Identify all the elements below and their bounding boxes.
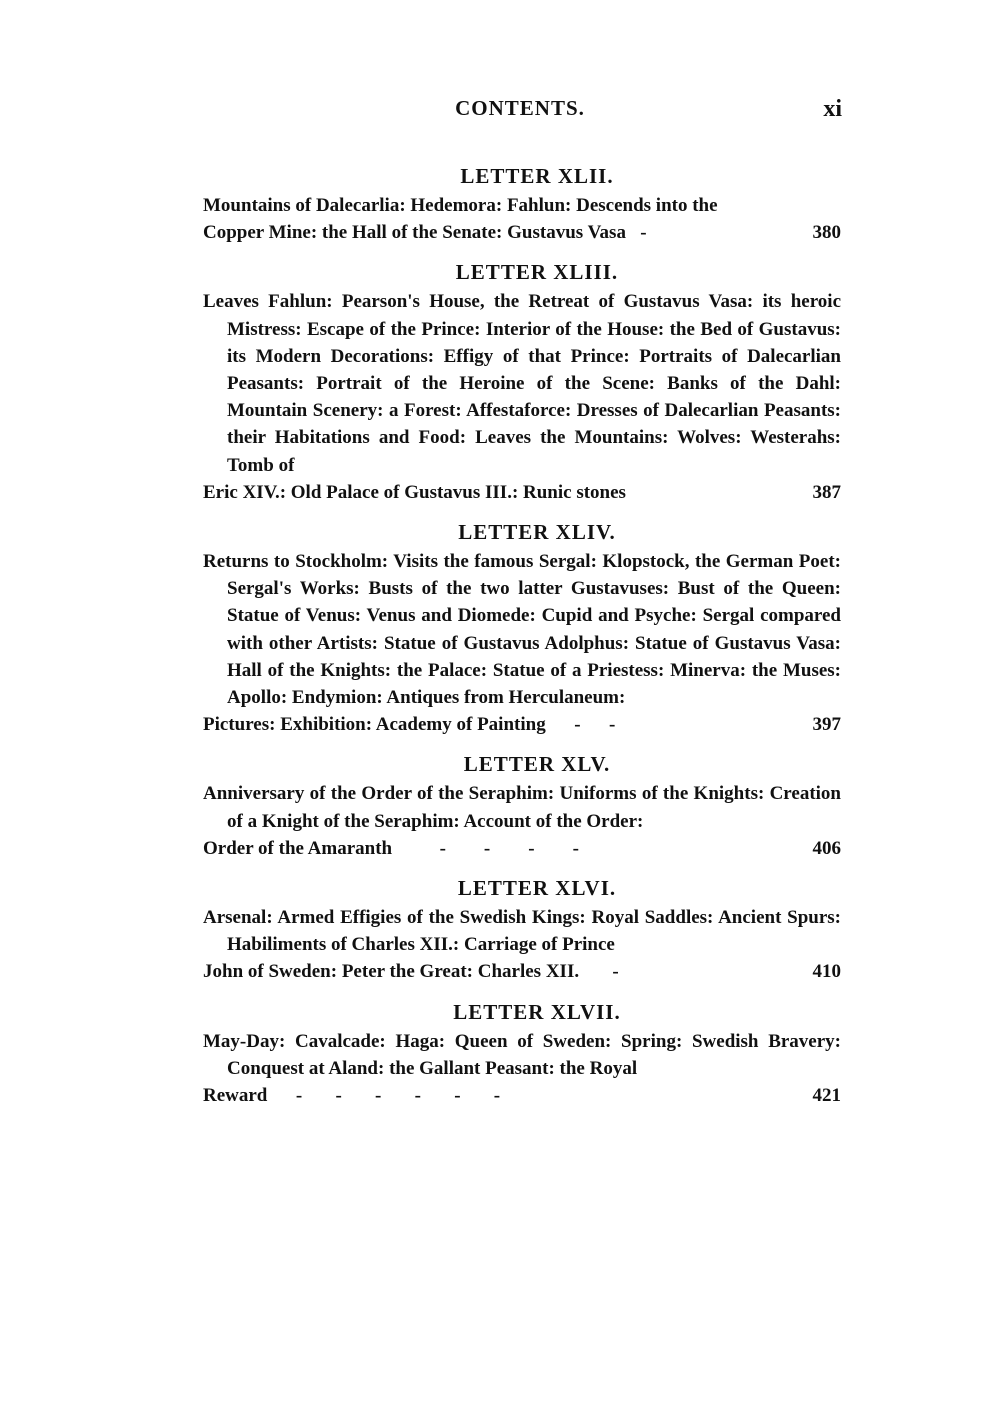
page-number: xi bbox=[823, 96, 842, 122]
letter-heading: LETTER XLIII. bbox=[455, 260, 619, 285]
toc-section bbox=[203, 516, 841, 738]
dot-leaders: - - bbox=[545, 714, 616, 736]
entry-last-text: Reward bbox=[203, 1085, 268, 1107]
letter-heading: LETTER XLVI. bbox=[457, 876, 617, 901]
toc-entry bbox=[203, 288, 841, 506]
entry-last-text: Copper Mine: the Hall of the Senate: Gustavus Vasa bbox=[203, 222, 626, 244]
entry-last-line bbox=[203, 958, 841, 985]
entry-text: Anniversary of the Order of the Seraphim: Uniforms of the Knights: Creation of a Knight of the Seraphim: Account of the Order: bbox=[203, 783, 841, 832]
toc-entry bbox=[203, 192, 841, 246]
dot-leaders: - bbox=[625, 222, 661, 244]
toc-section bbox=[203, 872, 841, 986]
letter-heading: LETTER XLV. bbox=[463, 752, 611, 777]
entry-last-text: Pictures: Exhibition: Academy of Painting bbox=[203, 714, 546, 736]
entry-last-text: Eric XIV.: Old Palace of Gustavus III.: Runic stones bbox=[203, 481, 626, 503]
entry-last-text: John of Sweden: Peter the Great: Charles XII. bbox=[203, 961, 580, 983]
letter-heading: LETTER XLVII. bbox=[453, 999, 621, 1024]
toc-entry bbox=[203, 1028, 841, 1110]
entry-page-number: 421 bbox=[812, 1085, 841, 1107]
running-head bbox=[0, 96, 1000, 126]
toc-entry bbox=[203, 780, 841, 862]
toc-section bbox=[203, 996, 841, 1110]
table-of-contents bbox=[203, 160, 841, 1119]
entry-page-number: 397 bbox=[812, 714, 841, 736]
entry-page-number: 387 bbox=[812, 481, 841, 503]
toc-section bbox=[203, 256, 841, 506]
dot-leaders: - bbox=[579, 961, 619, 983]
dot-leaders: - - - - - - bbox=[267, 1085, 501, 1107]
entry-text: Arsenal: Armed Effigies of the Swedish Kings: Royal Saddles: Ancient Spurs: Habiliments of Charles XII.: Carriage of Prince bbox=[203, 907, 841, 956]
entry-last-line bbox=[203, 479, 841, 506]
toc-entry bbox=[203, 548, 841, 738]
page-title: CONTENTS. bbox=[455, 96, 585, 120]
toc-entry bbox=[203, 904, 841, 986]
entry-text: Leaves Fahlun: Pearson's House, the Retreat of Gustavus Vasa: its heroic Mistress: Escape of the Prince: Interior of the House: the Bed of Gustavus: its Modern Decorations: Effigy of that Prince: Portraits of Dalecarlian Peasants: Portrait of the Heroine of the Scene: Banks of the Dahl: Mountain Scenery: a Forest: Affestaforce: Dresses of Dalecarlian Peasants: their Habitations and Food: Leaves the Mountains: Wolves: Westerahs: Tomb of bbox=[203, 291, 841, 476]
toc-section bbox=[203, 160, 841, 246]
letter-heading: LETTER XLIV. bbox=[458, 520, 616, 545]
entry-last-line bbox=[203, 711, 841, 738]
entry-text: Mountains of Dalecarlia: Hedemora: Fahlun: Descends into the bbox=[203, 195, 718, 216]
entry-text: May-Day: Cavalcade: Haga: Queen of Sweden: Spring: Swedish Bravery: Conquest at Aland: the Gallant Peasant: the Royal bbox=[203, 1030, 841, 1079]
entry-last-line bbox=[203, 835, 841, 862]
entry-last-text: Order of the Amaranth bbox=[203, 837, 393, 859]
entry-page-number: 380 bbox=[812, 222, 841, 244]
entry-page-number: 406 bbox=[812, 837, 841, 859]
entry-text: Returns to Stockholm: Visits the famous Sergal: Klopstock, the German Poet: Sergal's Works: Busts of the two latter Gustavuses: Bust of the Queen: Statue of Venus: Venus and Diomede: Cupid and Psyche: Sergal compared with other Artists: Statue of Gustavus Adolphus: Statue of Gustavus Vasa: Hall of the Knights: the Palace: Statue of a Priestess: Minerva: the Muses: Apollo: Endymion: Antiques from Herculaneum: bbox=[203, 551, 841, 709]
entry-last-line bbox=[203, 219, 841, 246]
toc-section bbox=[203, 748, 841, 862]
letter-heading: LETTER XLII. bbox=[460, 164, 614, 188]
entry-last-line bbox=[203, 1082, 841, 1109]
dot-leaders: - - - - bbox=[392, 837, 579, 859]
entry-page-number: 410 bbox=[812, 961, 841, 983]
